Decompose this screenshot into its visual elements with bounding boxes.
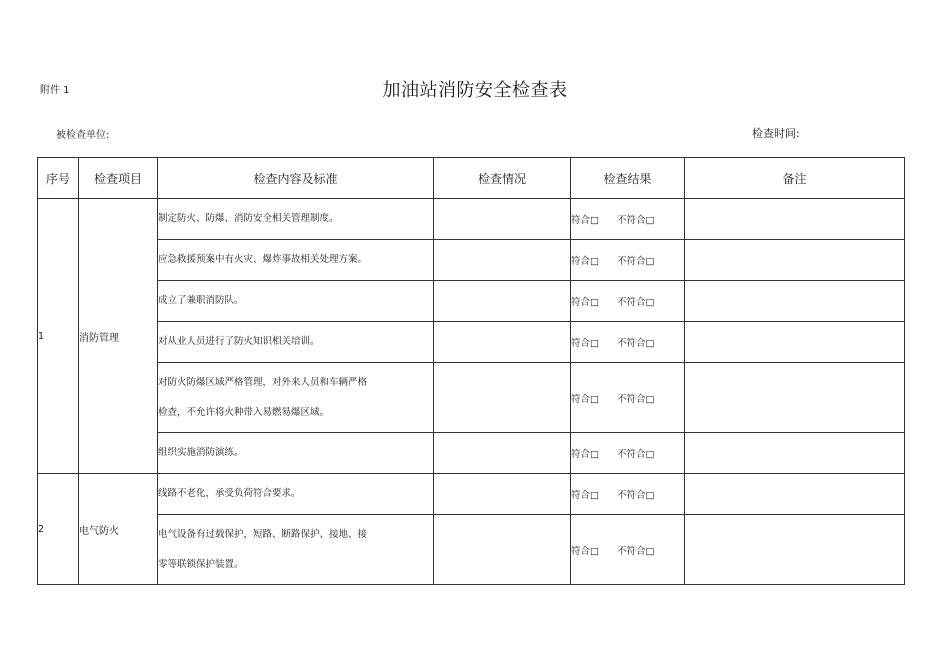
result-cell <box>571 199 685 240</box>
conform-checkbox[interactable]: 符合□ <box>571 545 599 557</box>
header-item: 检查项目 <box>79 158 158 199</box>
header-situation: 检查情况 <box>434 158 571 199</box>
conform-checkbox[interactable]: 符合□ <box>571 215 599 226</box>
check-content: 成立了兼职消防队。 <box>158 281 434 322</box>
check-item: 电气防火 <box>79 474 158 585</box>
table-row <box>38 322 905 363</box>
result-cell <box>571 322 685 363</box>
situation-cell[interactable] <box>434 363 571 433</box>
table-row <box>38 240 905 281</box>
nonconform-checkbox[interactable]: 不符合□ <box>616 215 655 226</box>
nonconform-checkbox[interactable]: 不符合□ <box>616 545 655 557</box>
remarks-cell[interactable] <box>685 433 905 474</box>
table-row <box>38 281 905 322</box>
conform-checkbox[interactable]: 符合□ <box>571 297 599 308</box>
situation-cell[interactable] <box>434 281 571 322</box>
header-no: 序号 <box>38 158 79 199</box>
row-number: 1 <box>38 199 79 474</box>
header-result: 检查结果 <box>571 158 685 199</box>
check-content: 线路不老化，承受负荷符合要求。 <box>158 474 434 515</box>
table-row <box>38 433 905 474</box>
check-content-line: 对防火防爆区域严格管理，对外来人员和车辆严格 <box>158 376 368 388</box>
table-header-row <box>38 158 905 199</box>
situation-cell[interactable] <box>434 474 571 515</box>
remarks-cell[interactable] <box>685 240 905 281</box>
situation-cell[interactable] <box>434 322 571 363</box>
row-number: 2 <box>38 474 79 585</box>
check-content-line: 电气设备有过载保护，短路、断路保护、接地、接 <box>158 528 368 540</box>
inspection-table <box>37 157 905 585</box>
situation-cell[interactable] <box>434 240 571 281</box>
situation-cell[interactable] <box>434 199 571 240</box>
header-content: 检查内容及标准 <box>158 158 434 199</box>
attachment-label: 附件 1 <box>40 85 70 96</box>
remarks-cell[interactable] <box>685 363 905 433</box>
check-content <box>158 515 434 585</box>
result-cell <box>571 240 685 281</box>
nonconform-checkbox[interactable]: 不符合□ <box>616 490 655 501</box>
nonconform-checkbox[interactable]: 不符合□ <box>616 449 655 460</box>
table-row <box>38 363 905 433</box>
check-content: 制定防火、防爆、消防安全相关管理制度。 <box>158 199 434 240</box>
check-content: 对从业人员进行了防火知识相关培训。 <box>158 322 434 363</box>
conform-checkbox[interactable]: 符合□ <box>571 490 599 501</box>
remarks-cell[interactable] <box>685 281 905 322</box>
check-content-line: 零等联锁保护装置。 <box>158 558 244 570</box>
inspected-unit-label: 被检查单位: <box>56 130 110 141</box>
table-row <box>38 474 905 515</box>
nonconform-checkbox[interactable]: 不符合□ <box>616 338 655 349</box>
header-remarks: 备注 <box>685 158 905 199</box>
result-cell <box>571 433 685 474</box>
remarks-cell[interactable] <box>685 515 905 585</box>
conform-checkbox[interactable]: 符合□ <box>571 338 599 349</box>
check-content: 组织实施消防演练。 <box>158 433 434 474</box>
table-row <box>38 515 905 585</box>
check-content: 应急救援预案中有火灾、爆炸事故相关处理方案。 <box>158 240 434 281</box>
check-content-line: 检查，不允许将火种带入易燃易爆区域。 <box>158 406 330 418</box>
conform-checkbox[interactable]: 符合□ <box>571 449 599 460</box>
check-content <box>158 363 434 433</box>
nonconform-checkbox[interactable]: 不符合□ <box>616 393 655 405</box>
result-cell <box>571 363 685 433</box>
page-title: 加油站消防安全检查表 <box>382 80 568 101</box>
remarks-cell[interactable] <box>685 199 905 240</box>
remarks-cell[interactable] <box>685 474 905 515</box>
inspection-time-label: 检查时间: <box>752 127 800 140</box>
nonconform-checkbox[interactable]: 不符合□ <box>616 297 655 308</box>
situation-cell[interactable] <box>434 515 571 585</box>
table-row <box>38 199 905 240</box>
result-cell <box>571 474 685 515</box>
remarks-cell[interactable] <box>685 322 905 363</box>
nonconform-checkbox[interactable]: 不符合□ <box>616 256 655 267</box>
conform-checkbox[interactable]: 符合□ <box>571 256 599 267</box>
result-cell <box>571 515 685 585</box>
conform-checkbox[interactable]: 符合□ <box>571 393 599 405</box>
situation-cell[interactable] <box>434 433 571 474</box>
result-cell <box>571 281 685 322</box>
check-item: 消防管理 <box>79 199 158 474</box>
